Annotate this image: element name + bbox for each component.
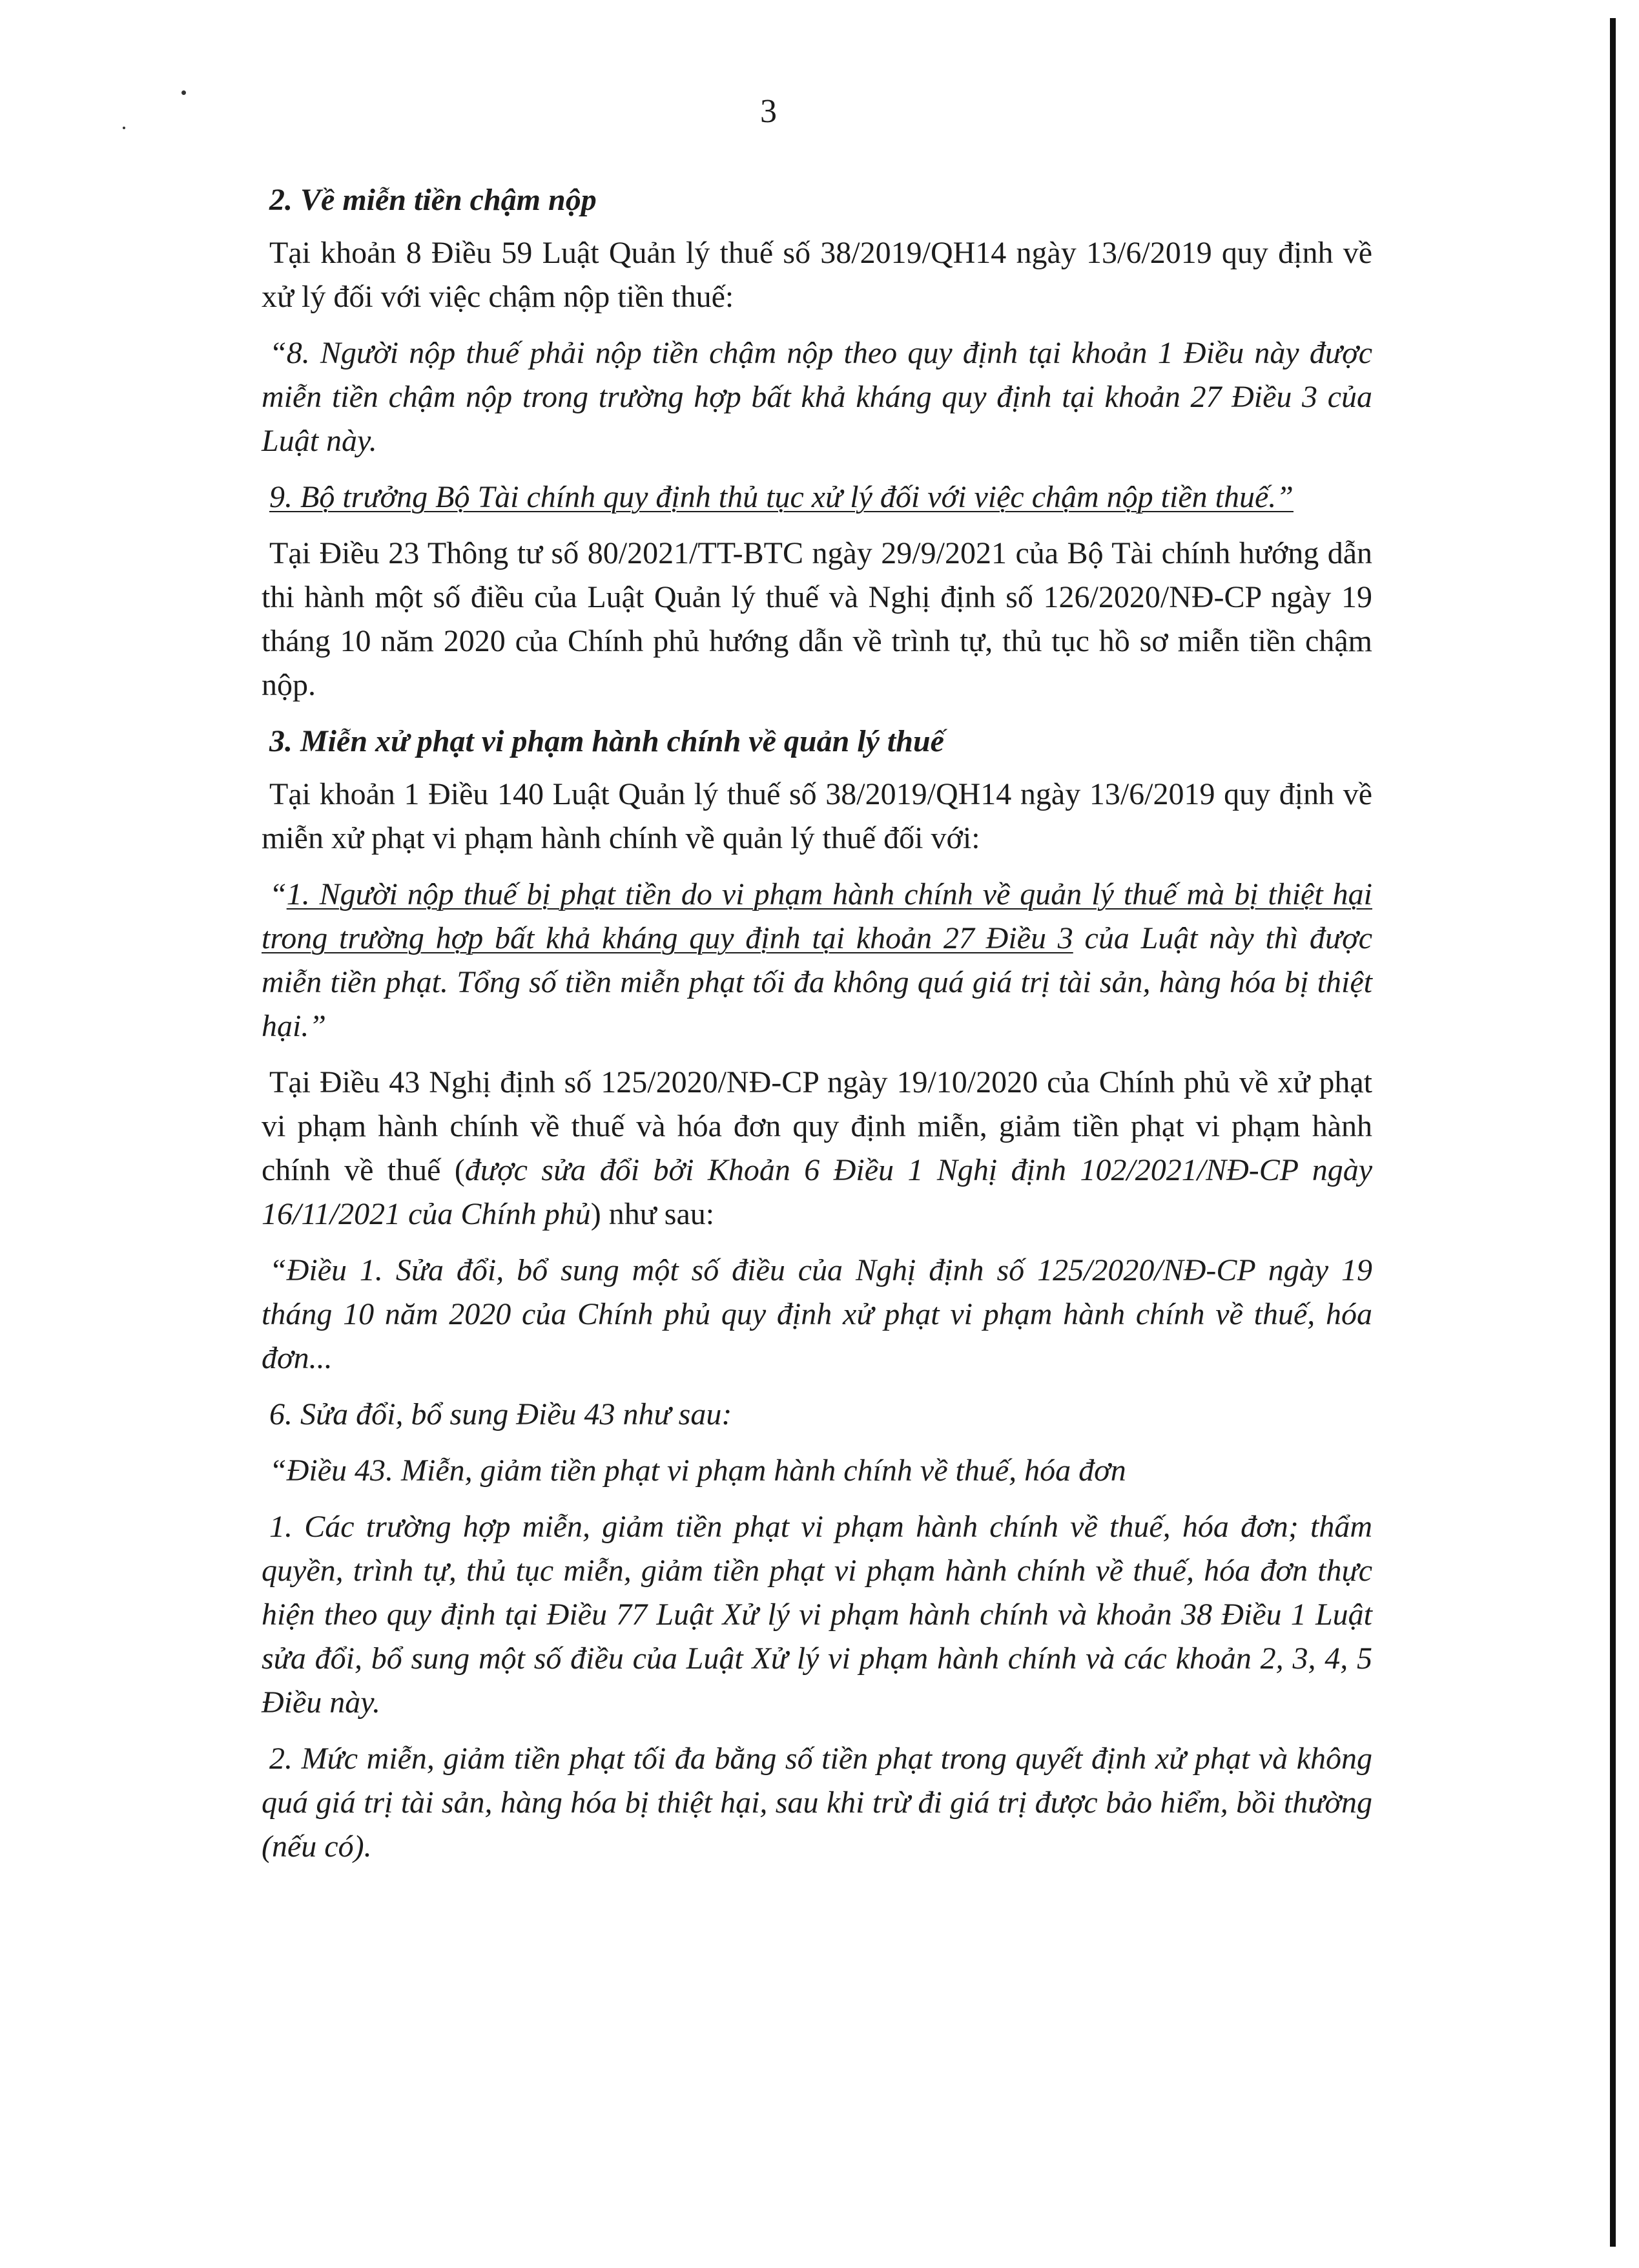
decree-amendment-reference: được sửa đổi bởi Khoản 6 Điều 1 Nghị định 102/2021/NĐ-CP ngày 16/11/2021 của Chính phủ	[262, 1153, 1372, 1231]
quote-item-6: 6. Sửa đổi, bổ sung Điều 43 như sau:	[269, 1397, 732, 1431]
quote-article-43-title: “Điều 43. Miễn, giảm tiền phạt vi phạm hành chính về thuế, hóa đơn	[269, 1453, 1126, 1488]
quote-article-43-clause-2: 2. Mức miễn, giảm tiền phạt tối đa bằng số tiền phạt trong quyết định xử phạt và không quá giá trị tài sản, hàng hóa bị thiệt hại, sau khi trừ đi giá trị được bảo hiểm, bồi thường (nếu có).	[262, 1742, 1372, 1864]
paragraph-decree-125	[262, 1061, 1372, 1236]
scan-page-edge	[1610, 18, 1616, 2247]
paragraph-tax-law-clause-8: Tại khoản 8 Điều 59 Luật Quản lý thuế số 38/2019/QH14 ngày 13/6/2019 quy định về xử lý đối với việc chậm nộp tiền thuế:	[262, 236, 1372, 314]
document-body	[262, 178, 1372, 1881]
quote-article-1: “Điều 1. Sửa đổi, bổ sung một số điều của Nghị định số 125/2020/NĐ-CP ngày 19 tháng 10 năm 2020 của Chính phủ quy định xử phạt vi phạm hành chính về thuế, hóa đơn...	[262, 1253, 1372, 1375]
decree-intro-text: Tại Điều 43 Nghị định số 125/2020/NĐ-CP ngày 19/10/2020 của Chính phủ về xử phạt vi phạm hành chính về thuế và hóa đơn quy định miễn, giảm tiền phạt vi phạm hành chính về thuế (	[262, 1065, 1372, 1187]
quote-rest-text: của Luật này thì được miễn tiền phạt. Tổng số tiền miễn phạt tối đa không quá giá trị tài sản, hàng hóa bị thiệt hại.”	[262, 921, 1373, 1043]
underlined-text: 9. Bộ trưởng Bộ Tài chính quy định thủ tục xử lý đối với việc chậm nộp tiền thuế.”	[269, 480, 1294, 514]
paragraph-tax-law-clause-1: Tại khoản 1 Điều 140 Luật Quản lý thuế số 38/2019/QH14 ngày 13/6/2019 quy định về miễn xử phạt vi phạm hành chính về quản lý thuế đối với:	[262, 777, 1372, 855]
paragraph-circular-80: Tại Điều 23 Thông tư số 80/2021/TT-BTC ngày 29/9/2021 của Bộ Tài chính hướng dẫn thi hành một số điều của Luật Quản lý thuế và Nghị định số 126/2020/NĐ-CP ngày 19 tháng 10 năm 2020 của Chính phủ hướng dẫn về trình tự, thủ tục hồ sơ miễn tiền chậm nộp.	[262, 536, 1372, 702]
quote-article-43-clause-1: 1. Các trường hợp miễn, giảm tiền phạt vi phạm hành chính về thuế, hóa đơn; thẩm quyền, trình tự, thủ tục miễn, giảm tiền phạt vi phạm hành chính về thuế, hóa đơn thực hiện theo quy định tại Điều 77 Luật Xử lý vi phạm hành chính và khoản 38 Điều 1 Luật sửa đổi, bổ sung một số điều của Luật Xử lý vi phạm hành chính và các khoản 2, 3, 4, 5 Điều này.	[262, 1510, 1372, 1720]
section-heading-penalty-exemption: 3. Miễn xử phạt vi phạm hành chính về quản lý thuế	[269, 724, 944, 758]
quote-open-mark: “	[269, 877, 287, 911]
underlined-text: 1. Người nộp thuế bị phạt tiền do vi phạm hành chính về quản lý thuế mà bị thiệt hại trong trường hợp bất khả kháng quy định tại khoản 27 Điều 3	[262, 877, 1372, 955]
section-heading-late-payment-exemption: 2. Về miễn tiền chậm nộp	[269, 183, 597, 217]
quote-article-140-clause-1	[262, 873, 1372, 1048]
quote-clause-8: “8. Người nộp thuế phải nộp tiền chậm nộp theo quy định tại khoản 1 Điều này được miễn tiền chậm nộp trong trường hợp bất khả kháng quy định tại khoản 27 Điều 3 của Luật này.	[262, 336, 1372, 458]
decree-intro-tail: ) như sau:	[590, 1197, 715, 1231]
quote-clause-9	[262, 475, 1372, 519]
page-number: 3	[760, 93, 777, 130]
